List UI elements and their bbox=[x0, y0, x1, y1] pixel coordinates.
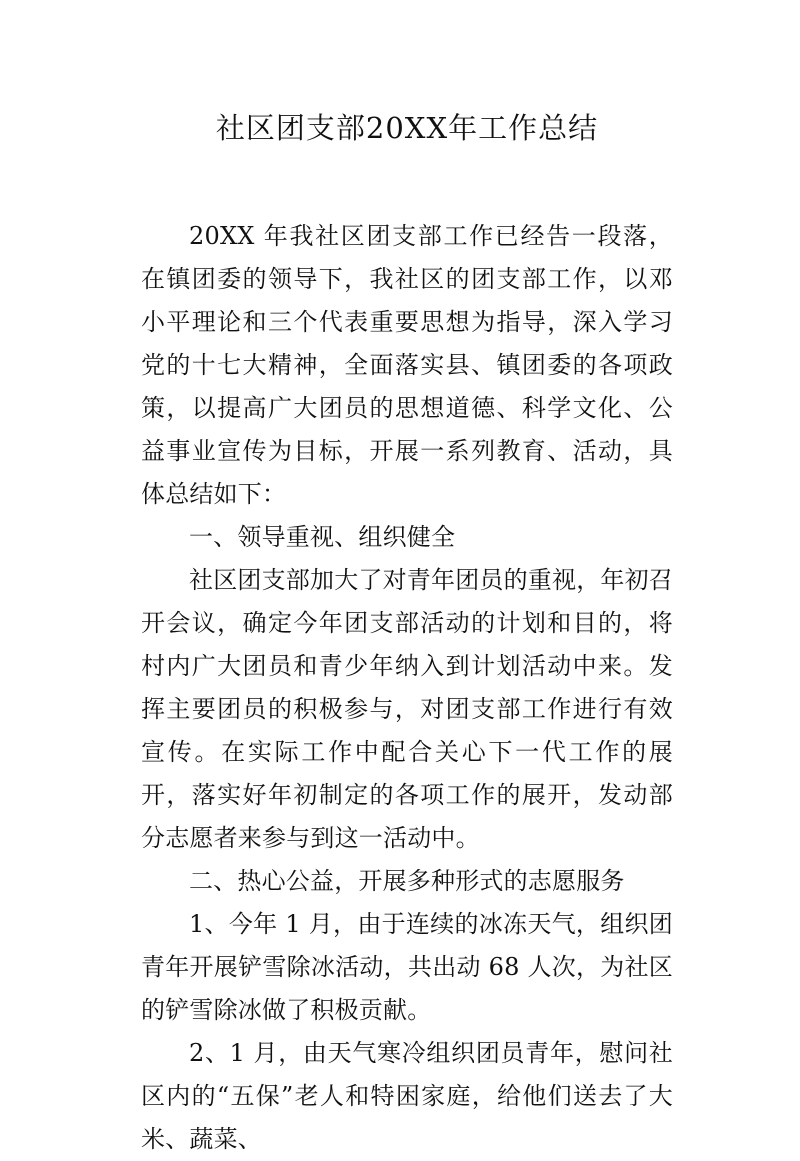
paragraph-item-2: 2、1 月，由天气寒冷组织团员青年，慰问社区内的“五保”老人和特困家庭，给他们送去了大米、蔬菜、 bbox=[141, 1039, 673, 1153]
section-heading-leadership: 一、领导重视、组织健全 bbox=[189, 523, 456, 551]
paragraph-intro: 20XX 年我社区团支部工作已经告一段落，在镇团委的领导下，我社区的团支部工作，以邓小平理论和三个代表重要思想为指导，深入学习党的十七大精神，全面落实县、镇团委的各项政策，以提高广大团员的思想道德、科学文化、公益事业宣传为目标，开展一系列教育、活动，具体总结如下： bbox=[141, 222, 673, 508]
paragraph-item-1: 1、今年 1 月，由于连续的冰冻天气，组织团青年开展铲雪除冰活动，共出动 68 人次，为社区的铲雪除冰做了积极贡献。 bbox=[141, 910, 673, 1024]
paragraph-leadership: 社区团支部加大了对青年团员的重视，年初召开会议，确定今年团支部活动的计划和目的，将村内广大团员和青少年纳入到计划活动中来。发挥主要团员的积极参与，对团支部工作进行有效宣传。在实际工作中配合关心下一代工作的展开，落实好年初制定的各项工作的展开，发动部分志愿者来参与到这一活动中。 bbox=[141, 566, 673, 852]
section-heading-volunteer: 二、热心公益，开展多种形式的志愿服务 bbox=[189, 867, 625, 895]
document-title: 社区团支部20XX年工作总结 bbox=[215, 111, 599, 145]
document-body bbox=[141, 215, 673, 1161]
